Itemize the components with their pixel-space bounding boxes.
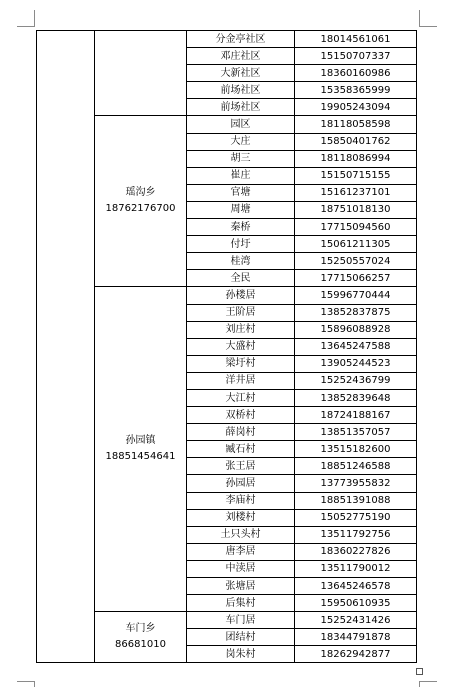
village-phone-cell: 15358365999 [295, 82, 417, 99]
village-name-cell: 邓庄社区 [187, 48, 295, 65]
village-name-cell: 胡三 [187, 150, 295, 167]
village-name-cell: 岗朱村 [187, 646, 295, 663]
village-name-cell: 大盛村 [187, 338, 295, 355]
crop-mark-top-left [17, 26, 35, 27]
village-name-cell: 前场社区 [187, 99, 295, 116]
village-phone-cell: 15850401762 [295, 133, 417, 150]
village-name-cell: 孙园居 [187, 475, 295, 492]
village-phone-cell: 18118058598 [295, 116, 417, 133]
village-phone-cell: 13645246578 [295, 578, 417, 595]
table-row [37, 31, 417, 48]
contact-table-body [37, 31, 417, 663]
village-phone-cell: 13905244523 [295, 355, 417, 372]
village-name-cell: 大江村 [187, 389, 295, 406]
crop-mark-top-left [34, 10, 35, 27]
village-phone-cell: 13511792756 [295, 526, 417, 543]
village-phone-cell: 15896088928 [295, 321, 417, 338]
village-phone-cell: 15052775190 [295, 509, 417, 526]
crop-mark-top-right [419, 26, 437, 27]
village-phone-cell: 18014561061 [295, 31, 417, 48]
village-name-cell: 后集村 [187, 595, 295, 612]
village-phone-cell: 18344791878 [295, 629, 417, 646]
village-name-cell: 刘楼村 [187, 509, 295, 526]
village-phone-cell: 13511790012 [295, 560, 417, 577]
town-phone: 18851454641 [105, 451, 176, 463]
table-resize-handle[interactable] [416, 668, 423, 675]
town-cell [95, 612, 187, 663]
town-cell [95, 31, 187, 116]
town-cell [95, 116, 187, 287]
crop-mark-bottom-left [17, 681, 35, 682]
village-phone-cell: 13773955832 [295, 475, 417, 492]
village-phone-cell: 18360160986 [295, 65, 417, 82]
town-name: 瑶沟乡 [125, 187, 156, 199]
village-phone-cell: 13852839648 [295, 389, 417, 406]
village-phone-cell: 17715094560 [295, 219, 417, 236]
county-column-cell [37, 31, 95, 663]
village-phone-cell: 13515182600 [295, 441, 417, 458]
village-phone-cell: 13851357057 [295, 424, 417, 441]
village-name-cell: 中渎居 [187, 560, 295, 577]
village-phone-cell: 15252436799 [295, 372, 417, 389]
village-phone-cell: 15150707337 [295, 48, 417, 65]
village-name-cell: 全民 [187, 270, 295, 287]
village-phone-cell: 15250557024 [295, 253, 417, 270]
village-name-cell: 刘庄村 [187, 321, 295, 338]
village-phone-cell: 18851391088 [295, 492, 417, 509]
village-name-cell: 崔庄 [187, 167, 295, 184]
village-phone-cell: 17715066257 [295, 270, 417, 287]
village-name-cell: 付圩 [187, 236, 295, 253]
village-phone-cell: 18360227826 [295, 543, 417, 560]
crop-mark-bottom-right [419, 681, 437, 682]
town-phone: 18762176700 [105, 203, 176, 215]
village-name-cell: 李庙村 [187, 492, 295, 509]
village-name-cell: 洋井居 [187, 372, 295, 389]
village-name-cell: 周塘 [187, 201, 295, 218]
village-name-cell: 桂湾 [187, 253, 295, 270]
village-name-cell: 王阶居 [187, 304, 295, 321]
village-name-cell: 前场社区 [187, 82, 295, 99]
village-name-cell: 梁圩村 [187, 355, 295, 372]
village-phone-cell: 18724188167 [295, 407, 417, 424]
village-name-cell: 张塘居 [187, 578, 295, 595]
crop-mark-bottom-right [419, 681, 420, 687]
village-name-cell: 分金亭社区 [187, 31, 295, 48]
village-name-cell: 双桥村 [187, 407, 295, 424]
village-phone-cell: 15996770444 [295, 287, 417, 304]
village-phone-cell: 15252431426 [295, 612, 417, 629]
village-name-cell: 大新社区 [187, 65, 295, 82]
village-name-cell: 张王居 [187, 458, 295, 475]
village-name-cell: 园区 [187, 116, 295, 133]
village-name-cell: 秦桥 [187, 219, 295, 236]
town-cell [95, 287, 187, 612]
village-phone-cell: 18118086994 [295, 150, 417, 167]
town-phone: 86681010 [115, 639, 166, 651]
village-phone-cell: 15150715155 [295, 167, 417, 184]
village-phone-cell: 18751018130 [295, 201, 417, 218]
village-phone-cell: 18851246588 [295, 458, 417, 475]
village-name-cell: 薛岗村 [187, 424, 295, 441]
village-phone-cell: 15161237101 [295, 184, 417, 201]
village-phone-cell: 15950610935 [295, 595, 417, 612]
village-phone-cell: 19905243094 [295, 99, 417, 116]
village-phone-cell: 13852837875 [295, 304, 417, 321]
village-name-cell: 官塘 [187, 184, 295, 201]
village-name-cell: 车门居 [187, 612, 295, 629]
village-name-cell: 孙楼居 [187, 287, 295, 304]
village-phone-cell: 18262942877 [295, 646, 417, 663]
crop-mark-top-right [419, 10, 420, 27]
town-name: 孙园镇 [125, 435, 156, 447]
crop-mark-bottom-left [34, 681, 35, 687]
village-name-cell: 臧石村 [187, 441, 295, 458]
village-name-cell: 唐李居 [187, 543, 295, 560]
village-name-cell: 土只头村 [187, 526, 295, 543]
town-name: 车门乡 [125, 623, 156, 635]
village-phone-cell: 13645247588 [295, 338, 417, 355]
village-phone-cell: 15061211305 [295, 236, 417, 253]
contact-table [36, 30, 417, 663]
village-name-cell: 大庄 [187, 133, 295, 150]
village-name-cell: 团结村 [187, 629, 295, 646]
